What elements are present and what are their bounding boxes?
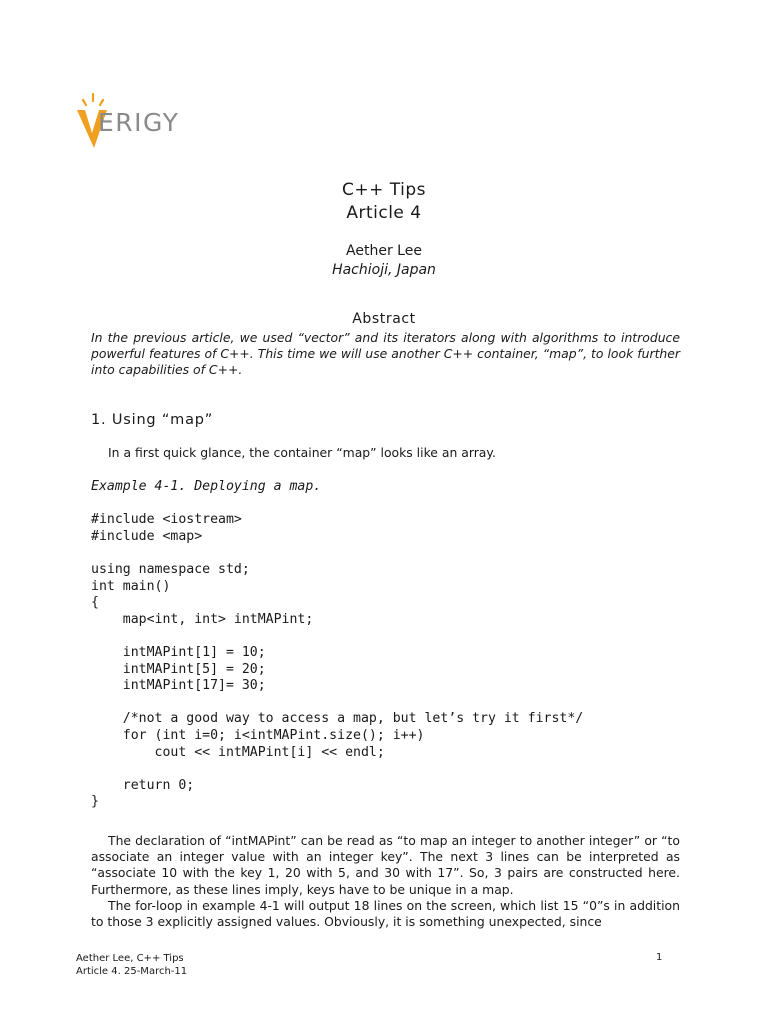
verigy-logo [74,92,204,152]
document-title: C++ Tips [342,180,426,200]
code-line: intMAPint[17]= 30; [122,678,266,694]
footer-article-line: Article 4. 25-March-11 [76,966,188,977]
section-intro: In a first quick glance, the container “map” looks like an array. [108,445,496,460]
code-line: intMAPint[1] = 10; [122,644,266,660]
body-text [91,833,680,930]
abstract-heading: Abstract [352,311,416,327]
code-line: int main() [91,578,171,594]
code-line: return 0; [122,777,195,793]
code-line: map<int, int> intMAPint; [122,611,314,627]
code-line: for (int i=0; i<intMAPint.size(); i++) [122,727,425,743]
code-line: #include <map> [91,528,203,544]
code-line: #include <iostream> [91,512,242,528]
code-line: } [91,794,99,810]
footer-author-line: Aether Lee, C++ Tips [76,953,184,964]
abstract-text: In the previous article, we used “vector” and its iterators along with algorithms to introduce powerful features of C++. This time we will use another C++ container, “map”, to look further into capabilities of C++. [91,330,680,377]
logo-wordmark: ERIGY [98,108,180,137]
code-line: cout << intMAPint[i] << endl; [154,744,385,760]
code-block [91,512,583,809]
author-affiliation: Hachioji, Japan [332,262,436,278]
example-caption: Example 4-1. Deploying a map. [91,479,322,494]
author-name: Aether Lee [346,243,422,259]
code-line: intMAPint[5] = 20; [122,661,266,677]
section-heading: 1. Using “map” [91,412,214,428]
paragraph: The for-loop in example 4-1 will output 18 lines on the screen, which list 15 “0”s in addition to those 3 explicitly assigned values. Obviously, it is something unexpected, since [91,897,680,930]
code-line: /*not a good way to access a map, but let’s try it first*/ [122,711,584,727]
page-number: 1 [656,952,663,963]
footer-info [76,952,187,978]
code-line: { [91,595,99,611]
code-example [91,479,583,811]
paragraph: The declaration of “intMAPint” can be read as “to map an integer to another integer” or “to associate an integer value with an integer key”. The next 3 lines can be interpreted as “associate 10 with the key 1, 20 with 5, and 30 with 17”. So, 3 pairs are constructed here. Furthermore, as these lines imply, keys have to be unique in a map. [91,833,680,897]
document-subtitle: Article 4 [346,203,422,223]
code-line: using namespace std; [91,561,250,577]
